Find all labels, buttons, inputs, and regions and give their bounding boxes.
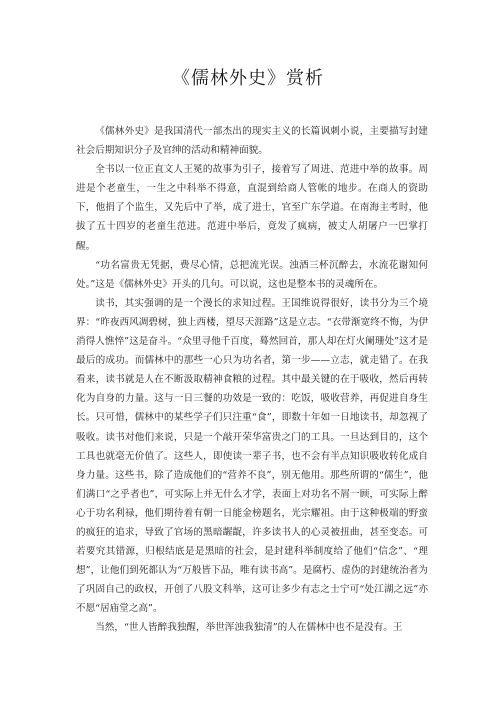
paragraph-2: 全书以一位正直文人王冕的故事为引子，接着写了周进、范进中举的故事。周进是个老童生，一生之中科举不得意，直混到给商人管帐的地步。在商人的资助下，他捐了个监生，又先后中了举，成了进士，官至广东学道。在南海主考时，他拔了五十四岁的老童生范进。范进中举后，竟发了疯病，被丈人胡屠户一巴掌打醒。 xyxy=(76,164,428,252)
paragraph-4: 读书，其实强调的是一个漫长的求知过程。王国维说得很好，读书分为三个境界：“昨夜西风凋碧树，独上西楼，望尽天涯路”这是立志。“衣带渐宽终不悔，为伊消得人憔悴”这是奋斗。“众里寻他千百度，蓦然回首，那人却在灯火阑珊处”这才是最后的成功。而儒林中的那些一心只为功名者，第一步——立志，就走错了。在我看来，读书就是人在不断汲取精神食粮的过程。其中最关键的在于吸收，然后再转化为自身的力量。这与一日三餐的功效是一致的：吃饭，吸收营养，再促进自身生长。只可惜，儒林中的某些学子们只注重“食”，即数十年如一日地读书，却忽视了吸收。读书对他们来说，只是一个敲开荣华富贵之门的工具。一旦达到目的，这个工具也就毫无价值了。这些人，即使读一辈子书，也不会有半点知识吸收转化成自身力量。这些书，除了造成他们的“营养不良”，别无他用。那些所谓的“儒生”，他们满口“之乎者也”，可实际上并无什么才学，表面上对功名不屑一顾，可实际上醉心于功名利禄，他们期待着有朝一日能金榜题名，光宗耀祖。由于这种极端的野蛮的疯狂的追求，导致了官场的黑暗龌龊，许多读书人的心灵被扭曲，甚至变态。可若要究其错源，归根结底是是黑暗的社会，是封建科举制度给了他们“信念”、“理想”，让他们到死都认为“万般皆下品，唯有读书高”。是腐朽、虚伪的封建统治者为了巩固自己的政权，开创了八股文科举，这可让多少有志之士宁可“处江湖之远”亦不愿“居庙堂之高”。 xyxy=(76,297,428,615)
paragraph-5: 当然，“世人皆醉我独醒，举世浑浊我独清”的人在儒林中也不是没有。王 xyxy=(95,622,403,634)
paragraph-1: 《儒林外史》是我国清代一部杰出的现实主义的长篇讽刺小说，主要描写封建社会后期知识分子及官绅的活动和精神面貌。 xyxy=(76,126,428,157)
document-body xyxy=(76,122,428,638)
paragraph-3: “功名富贵无凭据，费尽心情，总把流光误。浊酒三杯沉醉去，水流花谢知何处。”这是《儒林外史》开头的几句。可以说，这也是整本书的灵魂所在。 xyxy=(76,259,428,290)
document-title: 《儒林外史》赏析 xyxy=(172,68,324,89)
